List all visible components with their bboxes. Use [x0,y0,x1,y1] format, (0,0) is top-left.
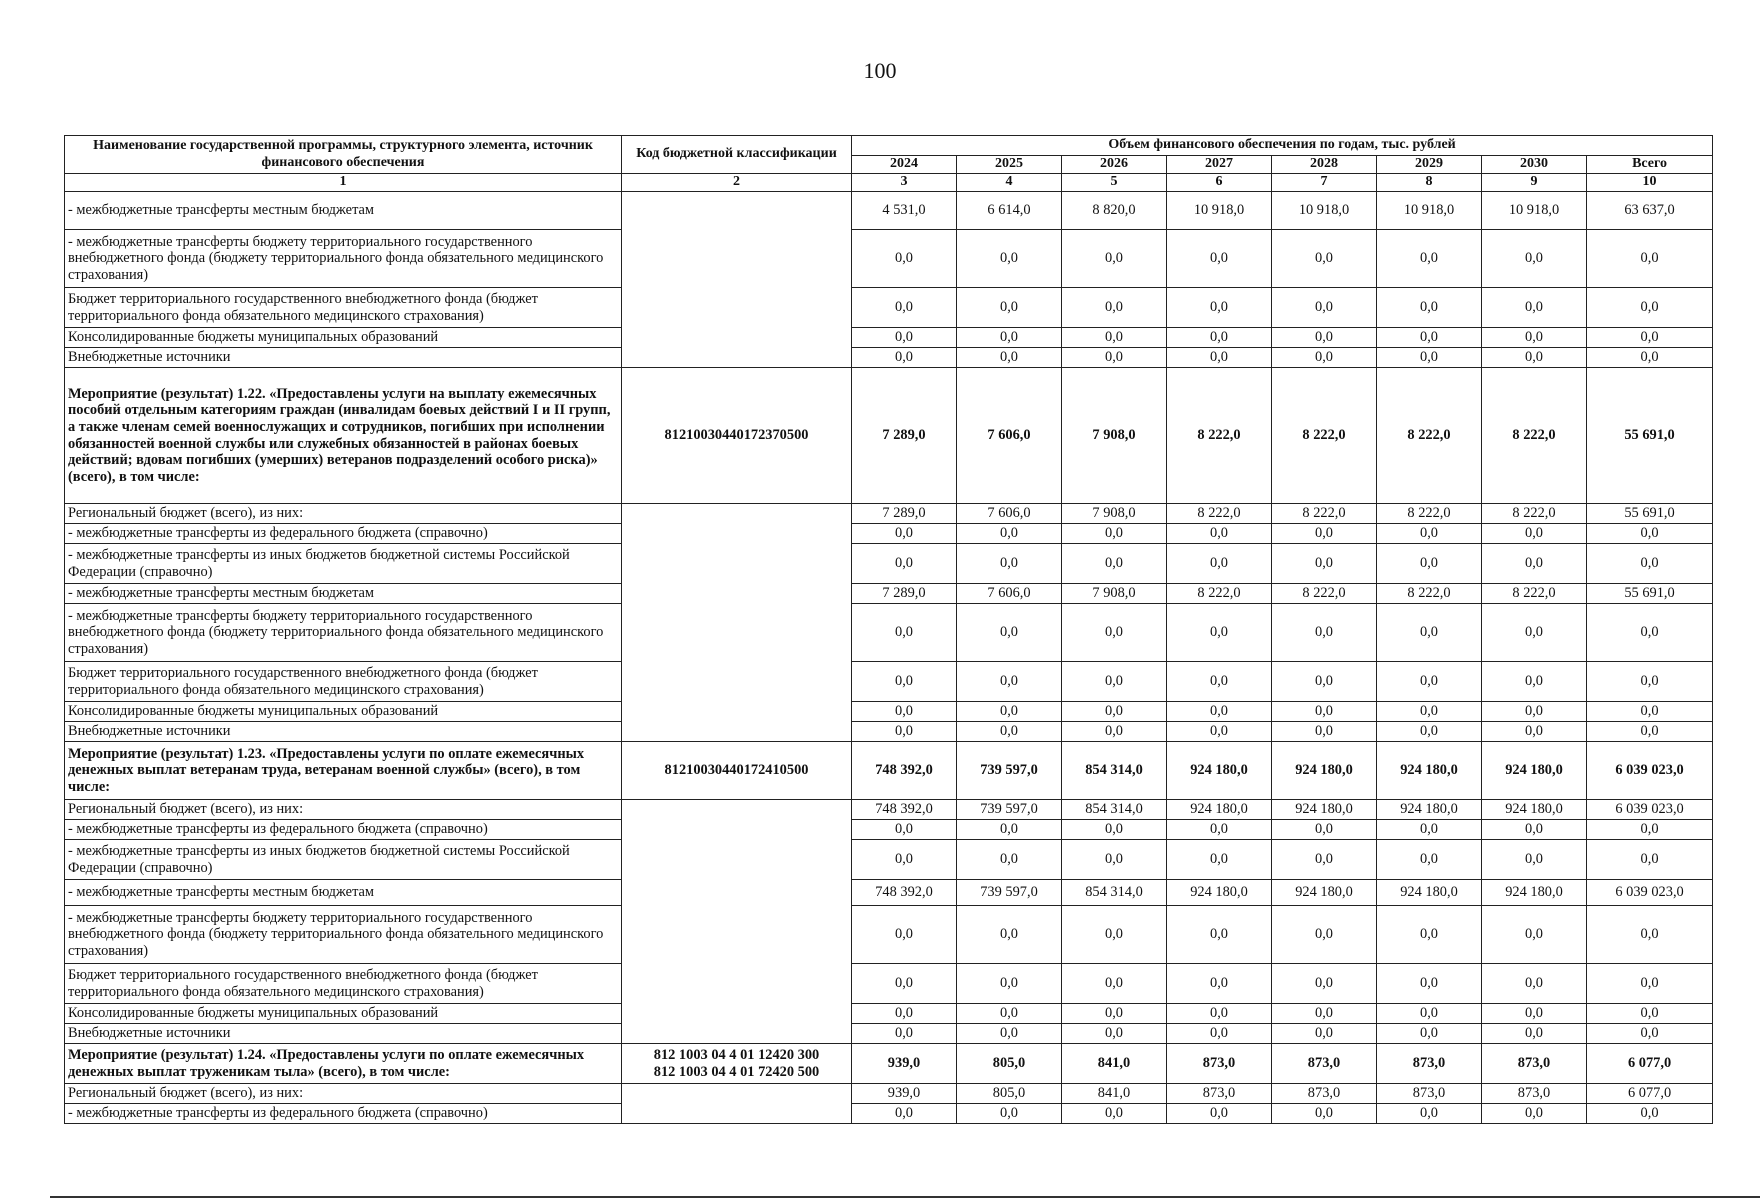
column-number: 9 [1482,174,1587,192]
row-value: 0,0 [1377,288,1482,328]
row-value: 0,0 [1167,230,1272,288]
row-total: 0,0 [1587,1004,1713,1024]
row-name: Бюджет территориального государственного внебюджетного фонда (бюджет территориального фонда обязательного медицинского страхования) [65,662,622,702]
row-value: 0,0 [957,1004,1062,1024]
row-value: 805,0 [957,1084,1062,1104]
column-number: 4 [957,174,1062,192]
row-value: 0,0 [852,348,957,368]
table-row [65,906,1713,964]
row-value: 924 180,0 [1377,880,1482,906]
row-value: 854 314,0 [1062,742,1167,800]
row-value: 924 180,0 [1377,800,1482,820]
row-value: 0,0 [1272,722,1377,742]
table-row [65,524,1713,544]
row-value: 939,0 [852,1084,957,1104]
row-name: Внебюджетные источники [65,348,622,368]
header-year: 2025 [957,156,1062,174]
row-name: - межбюджетные трансферты из иных бюджетов бюджетной системы Российской Федерации (справочно) [65,840,622,880]
row-value: 8 222,0 [1482,504,1587,524]
row-value: 873,0 [1377,1084,1482,1104]
row-value: 0,0 [1062,604,1167,662]
table-row [65,1004,1713,1024]
row-value: 0,0 [1167,964,1272,1004]
row-value: 924 180,0 [1167,742,1272,800]
row-value: 0,0 [1272,964,1377,1004]
row-value: 739 597,0 [957,880,1062,906]
row-value: 8 222,0 [1167,504,1272,524]
row-value: 873,0 [1167,1084,1272,1104]
row-name: Консолидированные бюджеты муниципальных образований [65,1004,622,1024]
row-value: 0,0 [957,544,1062,584]
row-value: 8 820,0 [1062,192,1167,230]
row-value: 4 531,0 [852,192,957,230]
table-row [65,368,1713,504]
row-value: 924 180,0 [1167,880,1272,906]
row-value: 748 392,0 [852,800,957,820]
row-name: Бюджет территориального государственного внебюджетного фонда (бюджет территориального фонда обязательного медицинского страхования) [65,288,622,328]
row-total: 6 077,0 [1587,1044,1713,1084]
row-value: 924 180,0 [1167,800,1272,820]
column-number: 3 [852,174,957,192]
row-value: 0,0 [852,288,957,328]
row-value: 0,0 [1062,348,1167,368]
row-value: 8 222,0 [1167,368,1272,504]
row-value: 10 918,0 [1482,192,1587,230]
row-value: 0,0 [1272,524,1377,544]
row-value: 0,0 [852,662,957,702]
row-value: 8 222,0 [1377,504,1482,524]
row-name: - межбюджетные трансферты из федерального бюджета (справочно) [65,524,622,544]
row-value: 924 180,0 [1272,880,1377,906]
row-value: 0,0 [1062,840,1167,880]
row-total: 0,0 [1587,906,1713,964]
table-row [65,1024,1713,1044]
row-value: 0,0 [1377,1004,1482,1024]
row-value: 0,0 [957,722,1062,742]
row-value: 8 222,0 [1482,584,1587,604]
column-number: 5 [1062,174,1167,192]
row-name: Бюджет территориального государственного внебюджетного фонда (бюджет территориального фонда обязательного медицинского страхования) [65,964,622,1004]
row-name: Региональный бюджет (всего), из них: [65,504,622,524]
row-value: 8 222,0 [1167,584,1272,604]
row-value: 0,0 [1482,906,1587,964]
row-value: 7 606,0 [957,584,1062,604]
row-value: 0,0 [1167,288,1272,328]
row-value: 0,0 [1167,1004,1272,1024]
row-total: 55 691,0 [1587,368,1713,504]
table-row [65,964,1713,1004]
table-row [65,544,1713,584]
row-value: 939,0 [852,1044,957,1084]
row-value: 0,0 [1167,604,1272,662]
row-value: 0,0 [1272,1004,1377,1024]
row-value: 0,0 [957,348,1062,368]
row-name: Мероприятие (результат) 1.22. «Предоставлены услуги на выплату ежемесячных пособий отдельным категориям граждан (инвалидам боевых действий I и II групп, а также членам семей военнослужащих и сотрудников, погибших при исполнении обязанностей военной службы или служебных обязанностей в районах боевых действий; вдовам погибших (умерших) ветеранов подразделений особого риска)» (всего), в том числе: [65,368,622,504]
table-row [65,820,1713,840]
row-value: 924 180,0 [1482,742,1587,800]
row-value: 0,0 [1167,662,1272,702]
row-value: 0,0 [1062,544,1167,584]
row-value: 0,0 [852,604,957,662]
row-value: 0,0 [1377,1024,1482,1044]
row-value: 0,0 [1482,1104,1587,1124]
row-value: 0,0 [1272,1024,1377,1044]
row-value: 0,0 [957,840,1062,880]
row-value: 0,0 [957,1104,1062,1124]
header-code: Код бюджетной классификации [622,136,852,174]
row-value: 0,0 [1062,702,1167,722]
row-value: 873,0 [1482,1084,1587,1104]
row-value: 0,0 [1482,288,1587,328]
row-code [622,192,852,368]
table-row [65,880,1713,906]
row-value: 7 289,0 [852,368,957,504]
row-name: - межбюджетные трансферты бюджету территориального государственного внебюджетного фонда (бюджету территориального фонда обязательного медицинского страхования) [65,230,622,288]
row-value: 0,0 [957,328,1062,348]
row-value: 10 918,0 [1377,192,1482,230]
row-value: 0,0 [852,1004,957,1024]
row-value: 0,0 [1167,820,1272,840]
row-total: 63 637,0 [1587,192,1713,230]
row-value: 0,0 [1167,906,1272,964]
row-value: 0,0 [1377,662,1482,702]
row-value: 0,0 [1062,964,1167,1004]
column-number: 7 [1272,174,1377,192]
table-row [65,742,1713,800]
row-value: 0,0 [1482,964,1587,1004]
row-value: 0,0 [957,604,1062,662]
row-name: - межбюджетные трансферты из федерального бюджета (справочно) [65,820,622,840]
header-total: Всего [1587,156,1713,174]
row-code [622,1084,852,1124]
row-value: 0,0 [852,328,957,348]
row-value: 0,0 [1272,662,1377,702]
row-name: Внебюджетные источники [65,722,622,742]
row-value: 0,0 [957,906,1062,964]
row-value: 8 222,0 [1272,504,1377,524]
row-name: - межбюджетные трансферты бюджету территориального государственного внебюджетного фонда (бюджету территориального фонда обязательного медицинского страхования) [65,906,622,964]
column-number: 2 [622,174,852,192]
row-value: 924 180,0 [1272,742,1377,800]
row-value: 0,0 [1272,328,1377,348]
row-code: 812 1003 04 4 01 12420 300 812 1003 04 4 01 72420 500 [622,1044,852,1084]
row-value: 0,0 [1377,906,1482,964]
row-value: 0,0 [1482,662,1587,702]
row-total: 0,0 [1587,230,1713,288]
row-name: Внебюджетные источники [65,1024,622,1044]
row-value: 854 314,0 [1062,800,1167,820]
row-value: 0,0 [1167,1024,1272,1044]
column-number: 10 [1587,174,1713,192]
table-row [65,702,1713,722]
row-value: 0,0 [1167,524,1272,544]
row-total: 0,0 [1587,524,1713,544]
row-code [622,504,852,742]
row-name: Мероприятие (результат) 1.23. «Предоставлены услуги по оплате ежемесячных денежных выплат ветеранам труда, ветеранам военной службы» (всего), в том числе: [65,742,622,800]
row-value: 924 180,0 [1272,800,1377,820]
row-name: Региональный бюджет (всего), из них: [65,800,622,820]
row-value: 0,0 [1062,230,1167,288]
row-value: 7 606,0 [957,368,1062,504]
row-value: 0,0 [1377,840,1482,880]
row-total: 0,0 [1587,1104,1713,1124]
row-total: 0,0 [1587,348,1713,368]
column-number: 6 [1167,174,1272,192]
table-row [65,230,1713,288]
table-row [65,1104,1713,1124]
row-value: 0,0 [1482,1004,1587,1024]
row-value: 841,0 [1062,1084,1167,1104]
row-name: - межбюджетные трансферты местным бюджетам [65,192,622,230]
row-value: 748 392,0 [852,880,957,906]
header-year: 2026 [1062,156,1167,174]
row-value: 7 606,0 [957,504,1062,524]
row-value: 873,0 [1272,1044,1377,1084]
page-number: 100 [863,58,897,83]
row-value: 873,0 [1167,1044,1272,1084]
row-value: 0,0 [957,662,1062,702]
row-name: - межбюджетные трансферты из федерального бюджета (справочно) [65,1104,622,1124]
row-name: - межбюджетные трансферты из иных бюджетов бюджетной системы Российской Федерации (справочно) [65,544,622,584]
row-value: 0,0 [1482,840,1587,880]
table-row [65,1044,1713,1084]
row-value: 873,0 [1377,1044,1482,1084]
header-year: 2028 [1272,156,1377,174]
row-value: 0,0 [1062,288,1167,328]
table-row [65,348,1713,368]
row-value: 0,0 [1062,662,1167,702]
row-value: 0,0 [1377,820,1482,840]
table-row [65,288,1713,328]
header-year: 2030 [1482,156,1587,174]
row-total: 0,0 [1587,662,1713,702]
row-value: 0,0 [1482,722,1587,742]
row-value: 739 597,0 [957,742,1062,800]
row-name: Консолидированные бюджеты муниципальных образований [65,328,622,348]
row-value: 805,0 [957,1044,1062,1084]
row-total: 0,0 [1587,604,1713,662]
row-value: 0,0 [1062,820,1167,840]
row-value: 0,0 [1167,840,1272,880]
row-total: 6 039 023,0 [1587,742,1713,800]
row-total: 55 691,0 [1587,584,1713,604]
row-total: 0,0 [1587,544,1713,584]
row-value: 841,0 [1062,1044,1167,1084]
row-total: 0,0 [1587,722,1713,742]
row-value: 0,0 [1272,604,1377,662]
row-value: 0,0 [852,1024,957,1044]
row-value: 0,0 [957,524,1062,544]
row-value: 0,0 [852,1104,957,1124]
table-row [65,328,1713,348]
row-total: 55 691,0 [1587,504,1713,524]
row-total: 0,0 [1587,1024,1713,1044]
row-value: 748 392,0 [852,742,957,800]
row-value: 0,0 [1062,524,1167,544]
row-value: 924 180,0 [1377,742,1482,800]
row-value: 10 918,0 [1272,192,1377,230]
row-value: 6 614,0 [957,192,1062,230]
row-name: - межбюджетные трансферты местным бюджетам [65,584,622,604]
row-name: Региональный бюджет (всего), из них: [65,1084,622,1104]
table-row [65,584,1713,604]
table-body [65,192,1713,1124]
row-value: 0,0 [1272,230,1377,288]
row-value: 0,0 [1272,906,1377,964]
table-row [65,800,1713,820]
row-value: 0,0 [852,230,957,288]
row-value: 0,0 [1062,1004,1167,1024]
row-name: Консолидированные бюджеты муниципальных образований [65,702,622,722]
row-value: 8 222,0 [1272,368,1377,504]
row-total: 6 077,0 [1587,1084,1713,1104]
table-row [65,840,1713,880]
row-value: 0,0 [852,544,957,584]
row-value: 0,0 [852,906,957,964]
row-value: 0,0 [1167,722,1272,742]
row-value: 0,0 [1377,964,1482,1004]
row-value: 0,0 [1062,906,1167,964]
row-value: 0,0 [1062,722,1167,742]
row-value: 0,0 [1377,524,1482,544]
row-total: 6 039 023,0 [1587,800,1713,820]
row-value: 0,0 [1377,604,1482,662]
row-name: - межбюджетные трансферты бюджету территориального государственного внебюджетного фонда (бюджету территориального фонда обязательного медицинского страхования) [65,604,622,662]
row-value: 0,0 [852,722,957,742]
row-value: 0,0 [1167,1104,1272,1124]
row-value: 0,0 [1482,328,1587,348]
row-value: 0,0 [1482,604,1587,662]
column-number: 8 [1377,174,1482,192]
row-total: 0,0 [1587,964,1713,1004]
row-total: 6 039 023,0 [1587,880,1713,906]
row-value: 0,0 [957,288,1062,328]
bottom-rule [50,1196,1760,1198]
row-value: 8 222,0 [1377,368,1482,504]
row-total: 0,0 [1587,820,1713,840]
row-code: 81210030440172370500 [622,368,852,504]
row-value: 0,0 [1482,1024,1587,1044]
row-value: 0,0 [1062,328,1167,348]
row-value: 0,0 [1377,328,1482,348]
table-row [65,192,1713,230]
row-value: 0,0 [1272,840,1377,880]
row-value: 924 180,0 [1482,800,1587,820]
header-name: Наименование государственной программы, структурного элемента, источник финансового обеспечения [65,136,622,174]
row-name: Мероприятие (результат) 1.24. «Предоставлены услуги по оплате ежемесячных денежных выплат труженикам тыла» (всего), в том числе: [65,1044,622,1084]
row-value: 0,0 [1062,1024,1167,1044]
row-value: 0,0 [1482,524,1587,544]
row-value: 924 180,0 [1482,880,1587,906]
row-value: 7 908,0 [1062,368,1167,504]
row-value: 0,0 [1377,348,1482,368]
row-value: 0,0 [1377,702,1482,722]
row-value: 7 908,0 [1062,504,1167,524]
table-row [65,604,1713,662]
table-row [65,504,1713,524]
row-value: 10 918,0 [1167,192,1272,230]
row-value: 854 314,0 [1062,880,1167,906]
row-value: 8 222,0 [1377,584,1482,604]
row-value: 0,0 [1272,544,1377,584]
row-value: 873,0 [1272,1084,1377,1104]
row-value: 0,0 [1377,722,1482,742]
row-total: 0,0 [1587,288,1713,328]
row-code [622,800,852,1044]
row-value: 0,0 [1167,544,1272,584]
column-number: 1 [65,174,622,192]
row-value: 8 222,0 [1482,368,1587,504]
row-value: 0,0 [1272,288,1377,328]
row-value: 7 908,0 [1062,584,1167,604]
row-total: 0,0 [1587,702,1713,722]
row-value: 7 289,0 [852,584,957,604]
row-value: 0,0 [1167,328,1272,348]
row-value: 0,0 [1167,702,1272,722]
row-value: 0,0 [1062,1104,1167,1124]
header-year: 2024 [852,156,957,174]
row-value: 8 222,0 [1272,584,1377,604]
row-value: 0,0 [852,840,957,880]
row-value: 0,0 [852,524,957,544]
row-value: 0,0 [1272,702,1377,722]
row-value: 0,0 [1272,348,1377,368]
row-value: 0,0 [1377,1104,1482,1124]
row-value: 0,0 [1482,820,1587,840]
row-total: 0,0 [1587,840,1713,880]
table-row [65,1084,1713,1104]
row-value: 0,0 [957,820,1062,840]
row-value: 0,0 [1272,1104,1377,1124]
row-value: 0,0 [1482,348,1587,368]
row-value: 0,0 [852,964,957,1004]
table-row [65,662,1713,702]
row-total: 0,0 [1587,328,1713,348]
header-year: 2027 [1167,156,1272,174]
row-value: 0,0 [957,964,1062,1004]
row-value: 0,0 [957,230,1062,288]
header-year: 2029 [1377,156,1482,174]
row-value: 0,0 [1167,348,1272,368]
row-value: 0,0 [852,820,957,840]
budget-table [64,135,1713,1124]
table-header [65,136,1713,192]
row-value: 0,0 [1482,544,1587,584]
row-value: 0,0 [1482,230,1587,288]
table-row [65,722,1713,742]
row-value: 0,0 [957,1024,1062,1044]
row-value: 0,0 [1377,544,1482,584]
row-value: 0,0 [1377,230,1482,288]
row-value: 873,0 [1482,1044,1587,1084]
row-value: 0,0 [852,702,957,722]
row-name: - межбюджетные трансферты местным бюджетам [65,880,622,906]
row-value: 0,0 [957,702,1062,722]
row-value: 0,0 [1272,820,1377,840]
row-code: 81210030440172410500 [622,742,852,800]
row-value: 739 597,0 [957,800,1062,820]
row-value: 7 289,0 [852,504,957,524]
header-volume: Объем финансового обеспечения по годам, тыс. рублей [852,136,1713,156]
row-value: 0,0 [1482,702,1587,722]
